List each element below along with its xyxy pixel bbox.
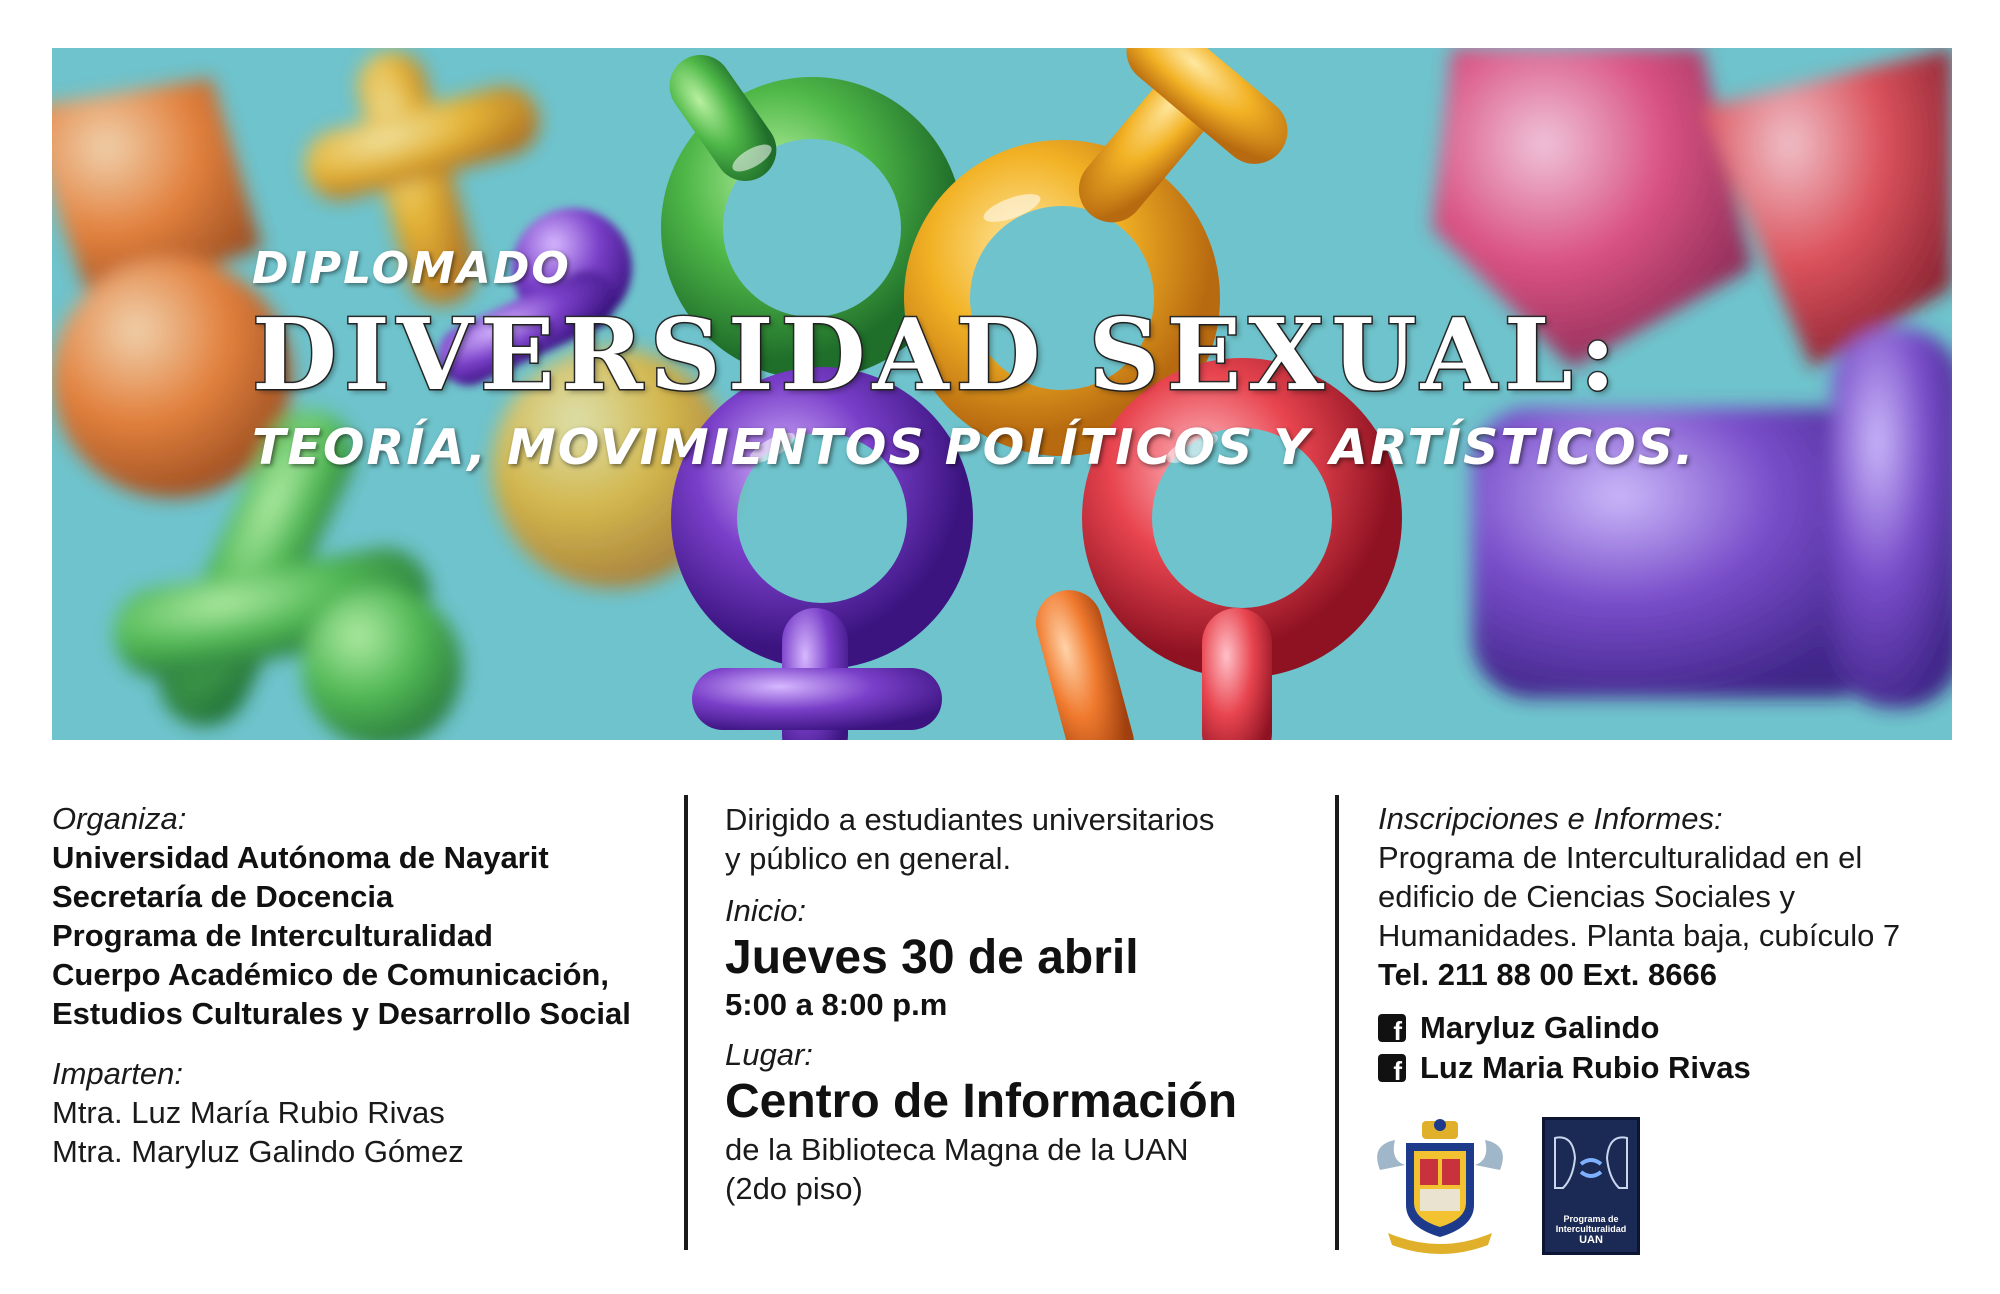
faces-icon xyxy=(1545,1128,1637,1208)
interculturalidad-logo-text: Programa de Interculturalidad UAN xyxy=(1555,1214,1627,1246)
audience-line: y público en general. xyxy=(725,841,1012,876)
program-type: DIPLOMADO xyxy=(252,243,571,294)
organizer-item: Cuerpo Académico de Comunicación, xyxy=(52,957,609,992)
organizer-item: Secretaría de Docencia xyxy=(52,879,394,914)
imparten-label: Imparten: xyxy=(52,1056,183,1091)
registration-line: Humanidades. Planta baja, cubículo 7 xyxy=(1378,918,1901,953)
organiza-label: Organiza: xyxy=(52,801,187,836)
logos-row xyxy=(1370,1115,1970,1265)
phone-number: Tel. 211 88 00 Ext. 8666 xyxy=(1378,957,1717,992)
inscripciones-label: Inscripciones e Informes: xyxy=(1378,801,1723,836)
venue-detail: (2do piso) xyxy=(725,1171,863,1206)
column-divider xyxy=(1335,795,1339,1250)
organizer-item: Universidad Autónoma de Nayarit xyxy=(52,840,549,875)
facebook-account-name: Maryluz Galindo xyxy=(1420,1010,1660,1045)
registration-column xyxy=(1378,800,1958,1088)
start-time: 5:00 a 8:00 p.m xyxy=(725,987,948,1022)
audience-line: Dirigido a estudiantes universitarios xyxy=(725,802,1215,837)
course-subtitle: TEORÍA, MOVIMIENTOS POLÍTICOS Y ARTÍSTICOS. xyxy=(252,419,1696,476)
hero-banner xyxy=(52,48,1952,740)
facebook-contact[interactable] xyxy=(1378,1008,1958,1048)
organizer-item: Programa de Interculturalidad xyxy=(52,918,493,953)
event-details-column xyxy=(725,800,1325,1208)
lugar-label: Lugar: xyxy=(725,1037,813,1072)
organizers-column xyxy=(52,800,672,1171)
registration-line: edificio de Ciencias Sociales y xyxy=(1378,879,1795,914)
facebook-icon: f xyxy=(1378,1014,1406,1042)
course-title: DIVERSIDAD SEXUAL: xyxy=(252,298,1623,413)
uan-crest-logo xyxy=(1370,1115,1510,1255)
instructor-name: Mtra. Maryluz Galindo Gómez xyxy=(52,1134,464,1169)
inicio-label: Inicio: xyxy=(725,893,806,928)
interculturalidad-logo xyxy=(1542,1117,1640,1255)
registration-line: Programa de Interculturalidad en el xyxy=(1378,840,1863,875)
instructor-name: Mtra. Luz María Rubio Rivas xyxy=(52,1095,445,1130)
facebook-account-name: Luz Maria Rubio Rivas xyxy=(1420,1050,1751,1085)
venue-detail: de la Biblioteca Magna de la UAN xyxy=(725,1132,1189,1167)
facebook-icon: f xyxy=(1378,1054,1406,1082)
organizer-item: Estudios Culturales y Desarrollo Social xyxy=(52,996,631,1031)
column-divider xyxy=(684,795,688,1250)
banner-title-block xyxy=(252,243,1696,476)
venue-name: Centro de Información xyxy=(725,1075,1238,1128)
facebook-contact[interactable] xyxy=(1378,1048,1958,1088)
start-date: Jueves 30 de abril xyxy=(725,931,1139,984)
